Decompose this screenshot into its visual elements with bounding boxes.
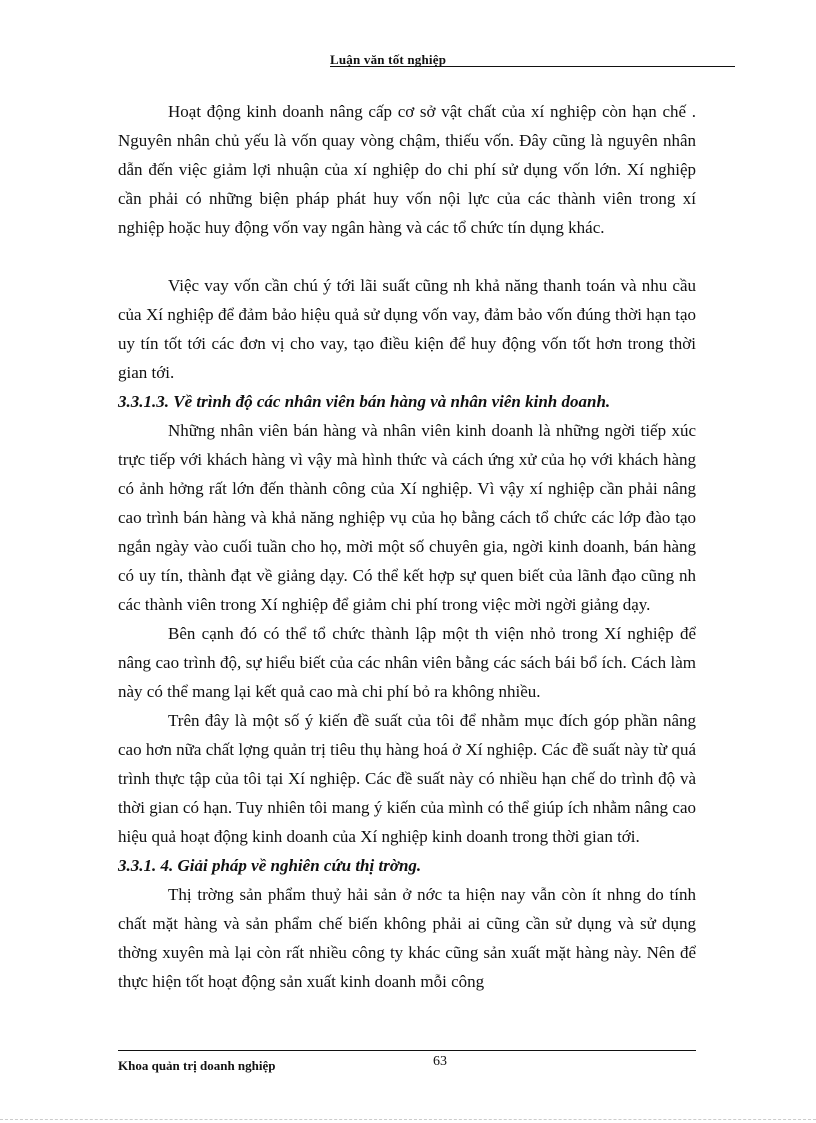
- section-heading-staff-skills: 3.3.1.3. Về trình độ các nhân viên bán hàng và nhân viên kinh doanh.: [118, 392, 611, 411]
- paragraph-library: Bên cạnh đó có thể tổ chức thành lập một th viện nhỏ trong Xí nghiệp để nâng cao trình độ, sự hiểu biết của các nhân viên bằng các sách bái bổ ích. Cách làm này có thể mang lại kết quả cao mà chi phí bỏ ra không nhiều.: [118, 624, 696, 701]
- paragraph-staff-training: Những nhân viên bán hàng và nhân viên kinh doanh là những ngời tiếp xúc trực tiếp với khách hàng vì vậy mà hình thức và cách ứng xử của họ với khách hàng có ảnh hởng rất lớn đến thành công của Xí nghiệp. Vì vậy xí nghiệp cần phải nâng cao trình bán hàng và khả năng nghiệp vụ của họ bằng cách tổ chức các lớp đào tạo ngắn ngày vào cuối tuần cho họ, mời một số chuyên gia, ngời kinh doanh, bán hàng có uy tín, thành đạt về giảng dạy. Có thể kết hợp sự quen biết của lãnh đạo cũng nh các thành viên trong Xí nghiệp để giảm chi phí trong việc mời ngời giảng dạy.: [118, 421, 696, 614]
- paragraph-loan-interest: Việc vay vốn cần chú ý tới lãi suất cũng nh khả năng thanh toán và nhu cầu của Xí nghiệp để đảm bảo hiệu quả sử dụng vốn vay, đảm bảo vốn đúng thời hạn tạo uy tín tốt tới các đơn vị cho vay, tạo điều kiện để huy động vốn tốt hơn trong thời gian tới.: [118, 276, 696, 382]
- section-heading-market-research: 3.3.1. 4. Giải pháp về nghiên cứu thị trờng.: [118, 856, 422, 875]
- document-body: [118, 97, 696, 996]
- footer-faculty: Khoa quản trị doanh nghiệp: [118, 1058, 276, 1073]
- page-edge-divider: [0, 1119, 816, 1120]
- header-title: Luận văn tốt nghiệp: [330, 52, 447, 67]
- header-rule: [330, 66, 735, 67]
- paragraph-gap: [118, 242, 696, 271]
- paragraph-summary: Trên đây là một số ý kiến đề suất của tôi để nhằm mục đích góp phần nâng cao hơn nữa chất lợng quản trị tiêu thụ hàng hoá ở Xí nghiệp. Các đề suất này từ quá trình thực tập của tôi tại Xí nghiệp. Các đề suất này có nhiều hạn chế do trình độ và thời gian có hạn. Tuy nhiên tôi mang ý kiến của mình có thể giúp ích nhằm nâng cao hiệu quả hoạt động kinh doanh của Xí nghiệp kinh doanh trong thời gian tới.: [118, 711, 696, 846]
- footer-rule: [118, 1050, 696, 1051]
- paragraph-capital-upgrade: Hoạt động kinh doanh nâng cấp cơ sở vật chất của xí nghiệp còn hạn chế . Nguyên nhân chủ yếu là vốn quay vòng chậm, thiếu vốn. Đây cũng là nguyên nhân dẫn đến việc giảm lợi nhuận của xí nghiệp do chi phí sử dụng vốn lớn. Xí nghiệp cần phải có những biện pháp phát huy vốn nội lực của các thành viên trong xí nghiệp hoặc huy động vốn vay ngân hàng và các tổ chức tín dụng khác.: [118, 102, 696, 237]
- paragraph-market: Thị trờng sản phẩm thuỷ hải sản ở nớc ta hiện nay vẫn còn ít nhng do tính chất mặt hàng và sản phẩm chế biến không phải ai cũng cần sử dụng và sử dụng thờng xuyên mà lại còn rất nhiều công ty khác cũng sản xuất mặt hàng này. Nên để thực hiện tốt hoạt động sản xuất kinh doanh mỗi công: [118, 885, 696, 991]
- page-number: 63: [433, 1054, 447, 1069]
